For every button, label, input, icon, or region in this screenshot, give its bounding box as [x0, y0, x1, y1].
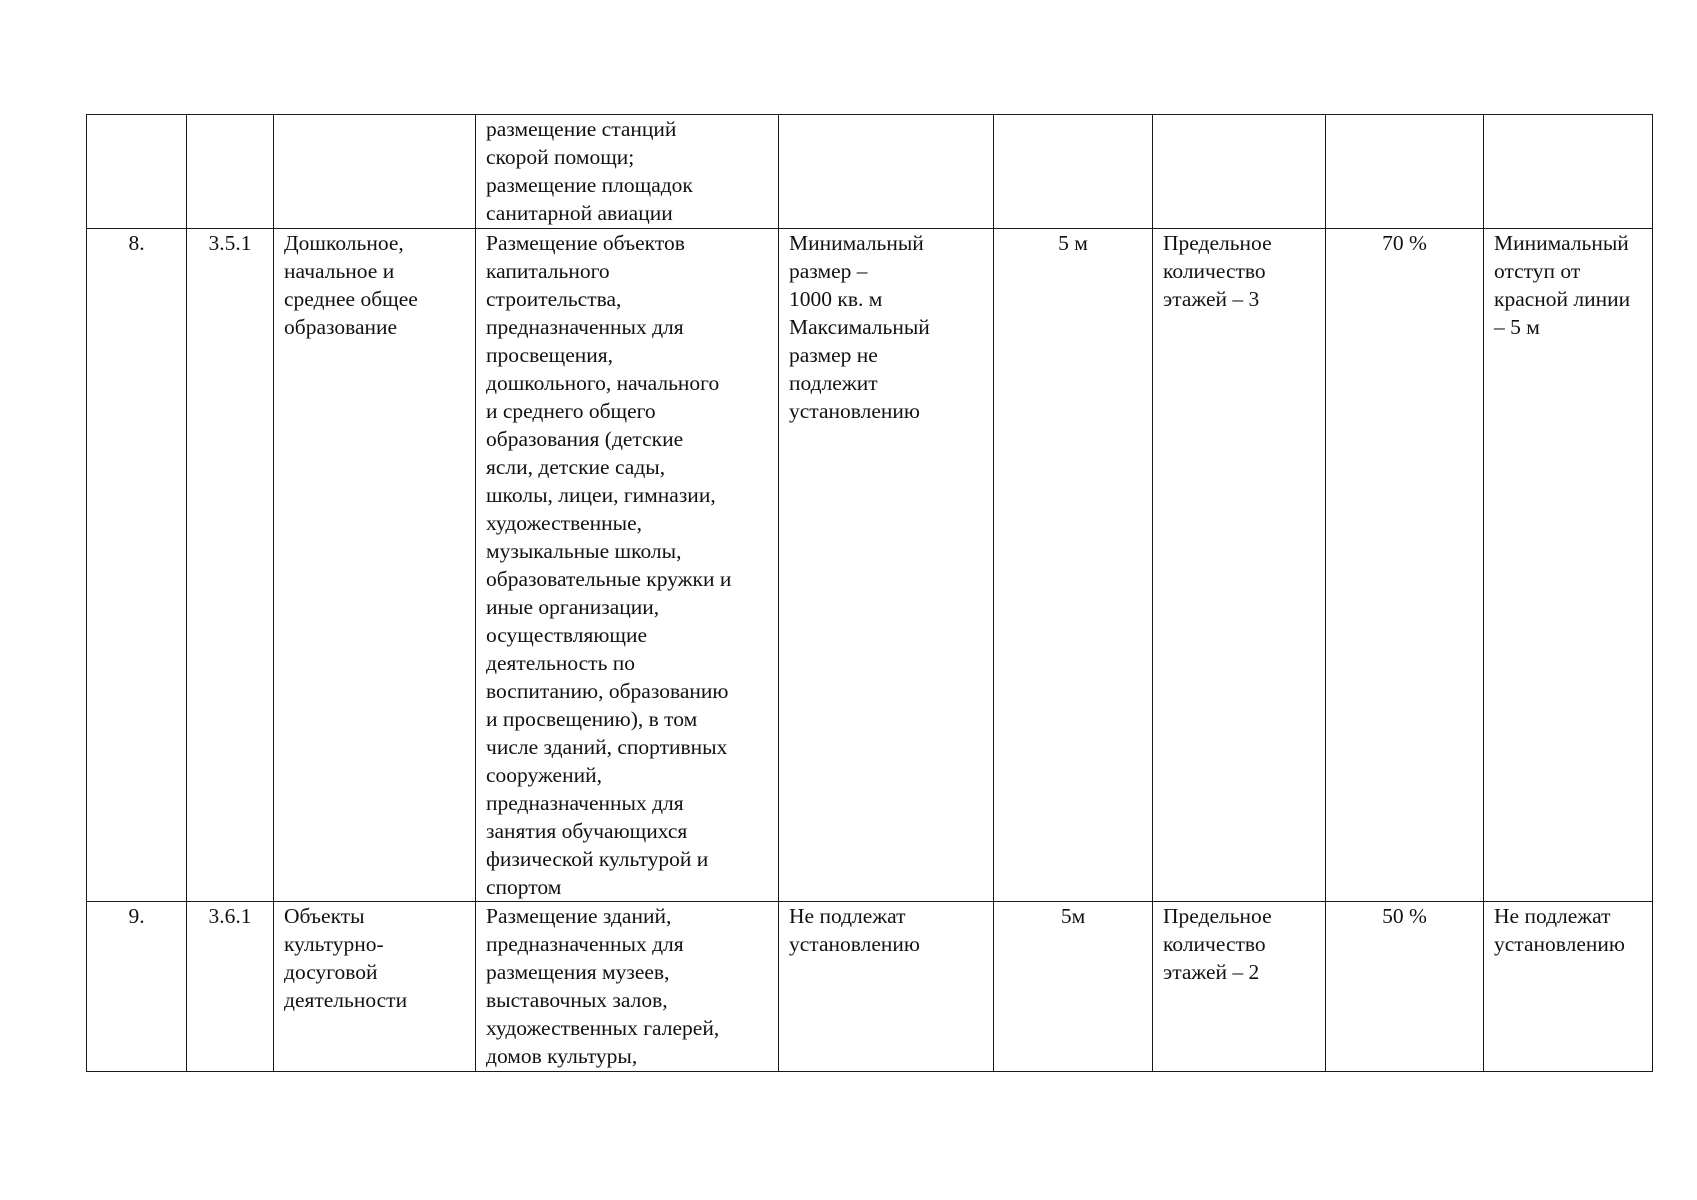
- plot-size-cell: Минимальный размер – 1000 кв. м Максимальный размер не подлежит установлению: [779, 229, 994, 902]
- row-number-cell: 9.: [87, 902, 187, 1072]
- use-description-cell: Размещение объектов капитального строительства, предназначенных для просвещения, дошкольного, начального и среднего общего образования (детские ясли, детские сады, школы, лицеи, гимназии, художественные, музыкальные школы, образовательные кружки и иные организации, осуществляющие деятельность по воспитанию, образованию и просвещению), в том числе зданий, спортивных сооружений, предназначенных для занятия обучающихся физической культурой и спортом: [476, 229, 779, 902]
- floors-cell: Предельное количество этажей – 2: [1153, 902, 1326, 1072]
- coverage-cell: [1326, 115, 1484, 229]
- table-row: [87, 115, 1653, 229]
- other-parameters-cell: Минимальный отступ от красной линии – 5 м: [1484, 229, 1653, 902]
- zoning-regulations-table: [86, 114, 1653, 1072]
- setback-cell: 5 м: [994, 229, 1153, 902]
- table-row: [87, 229, 1653, 902]
- other-parameters-cell: [1484, 115, 1653, 229]
- use-description-cell: Размещение зданий, предназначенных для размещения музеев, выставочных залов, художественных галерей, домов культуры,: [476, 902, 779, 1072]
- use-name-cell: [274, 115, 476, 229]
- use-name-cell: Дошкольное, начальное и среднее общее образование: [274, 229, 476, 902]
- plot-size-cell: [779, 115, 994, 229]
- row-number-cell: 8.: [87, 229, 187, 902]
- row-number-cell: [87, 115, 187, 229]
- floors-cell: [1153, 115, 1326, 229]
- use-description-cell: размещение станций скорой помощи; размещение площадок санитарной авиации: [476, 115, 779, 229]
- setback-cell: [994, 115, 1153, 229]
- use-code-cell: 3.6.1: [187, 902, 274, 1072]
- use-code-cell: [187, 115, 274, 229]
- use-code-cell: 3.5.1: [187, 229, 274, 902]
- setback-cell: 5м: [994, 902, 1153, 1072]
- use-name-cell: Объекты культурно- досуговой деятельности: [274, 902, 476, 1072]
- coverage-cell: 70 %: [1326, 229, 1484, 902]
- table-row: [87, 902, 1653, 1072]
- plot-size-cell: Не подлежат установлению: [779, 902, 994, 1072]
- floors-cell: Предельное количество этажей – 3: [1153, 229, 1326, 902]
- coverage-cell: 50 %: [1326, 902, 1484, 1072]
- other-parameters-cell: Не подлежат установлению: [1484, 902, 1653, 1072]
